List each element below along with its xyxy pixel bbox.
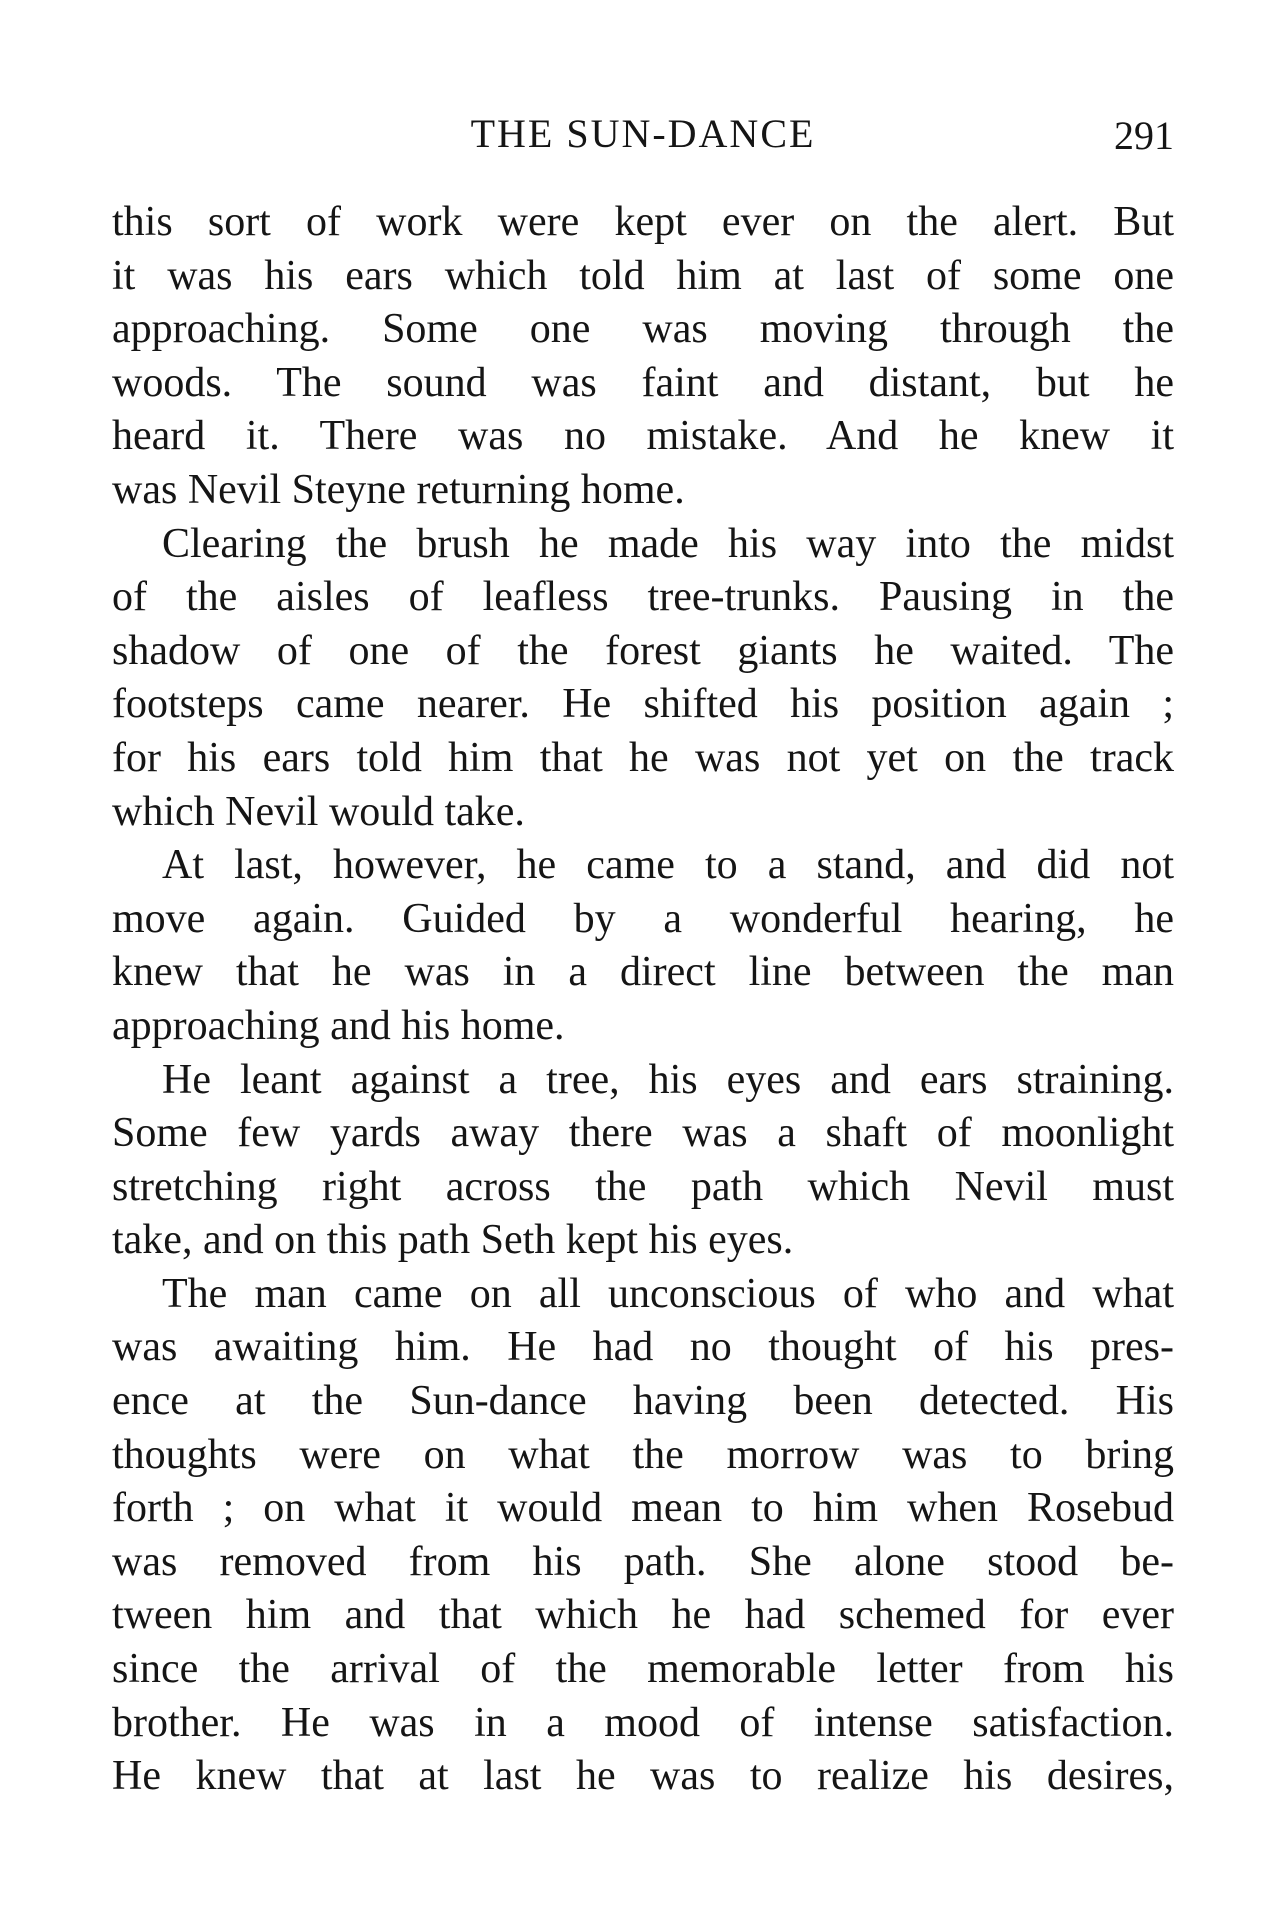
text-line: for his ears told him that he was not yet on the track — [112, 734, 1174, 781]
text-line: was awaiting him. He had no thought of his pres- — [112, 1324, 1174, 1371]
text-line: of the aisles of leafless tree-trunks. Pausing in the — [112, 574, 1174, 621]
running-head — [112, 104, 1174, 164]
text-line: forth ; on what it would mean to him when Rosebud — [112, 1485, 1174, 1532]
paragraph — [112, 196, 1174, 518]
text-line: tween him and that which he had schemed for ever — [112, 1592, 1174, 1639]
text-line: was Nevil Steyne returning home. — [112, 466, 685, 513]
running-title: THE SUN-DANCE — [470, 111, 816, 156]
text-line: which Nevil would take. — [112, 788, 525, 835]
text-line: stretching right across the path which Nevil must — [112, 1163, 1174, 1210]
text-line: Some few yards away there was a shaft of moonlight — [112, 1110, 1174, 1157]
text-line: since the arrival of the memorable letter from his — [112, 1646, 1174, 1693]
text-line: He leant against a tree, his eyes and ears straining. — [162, 1056, 1174, 1103]
body-text — [112, 196, 1174, 1804]
text-line: knew that he was in a direct line between the man — [112, 949, 1174, 996]
text-line: He knew that at last he was to realize his desires, — [112, 1753, 1174, 1800]
text-line: ence at the Sun-dance having been detected. His — [112, 1378, 1174, 1425]
text-line: brother. He was in a mood of intense satisfaction. — [112, 1699, 1174, 1746]
text-line: footsteps came nearer. He shifted his position again ; — [112, 681, 1174, 728]
text-line: was removed from his path. She alone stood be- — [112, 1538, 1174, 1585]
paragraph — [112, 1268, 1174, 1804]
text-line: Clearing the brush he made his way into the midst — [162, 520, 1174, 567]
text-line: woods. The sound was faint and distant, but he — [112, 359, 1174, 406]
text-line: approaching and his home. — [112, 1002, 565, 1049]
paragraph — [112, 518, 1174, 840]
text-line: shadow of one of the forest giants he waited. The — [112, 627, 1174, 674]
text-line: take, and on this path Seth kept his eyes. — [112, 1217, 794, 1264]
paragraph — [112, 839, 1174, 1053]
page-number: 291 — [1114, 113, 1174, 158]
text-line: heard it. There was no mistake. And he knew it — [112, 413, 1174, 460]
text-line: thoughts were on what the morrow was to bring — [112, 1431, 1174, 1478]
text-line: move again. Guided by a wonderful hearing, he — [112, 895, 1174, 942]
text-line: approaching. Some one was moving through the — [112, 306, 1174, 353]
text-line: At last, however, he came to a stand, and did not — [162, 842, 1174, 889]
paragraph — [112, 1054, 1174, 1268]
text-line: The man came on all unconscious of who and what — [162, 1270, 1174, 1317]
text-line: it was his ears which told him at last of some one — [112, 252, 1174, 299]
text-line: this sort of work were kept ever on the alert. But — [112, 199, 1174, 245]
